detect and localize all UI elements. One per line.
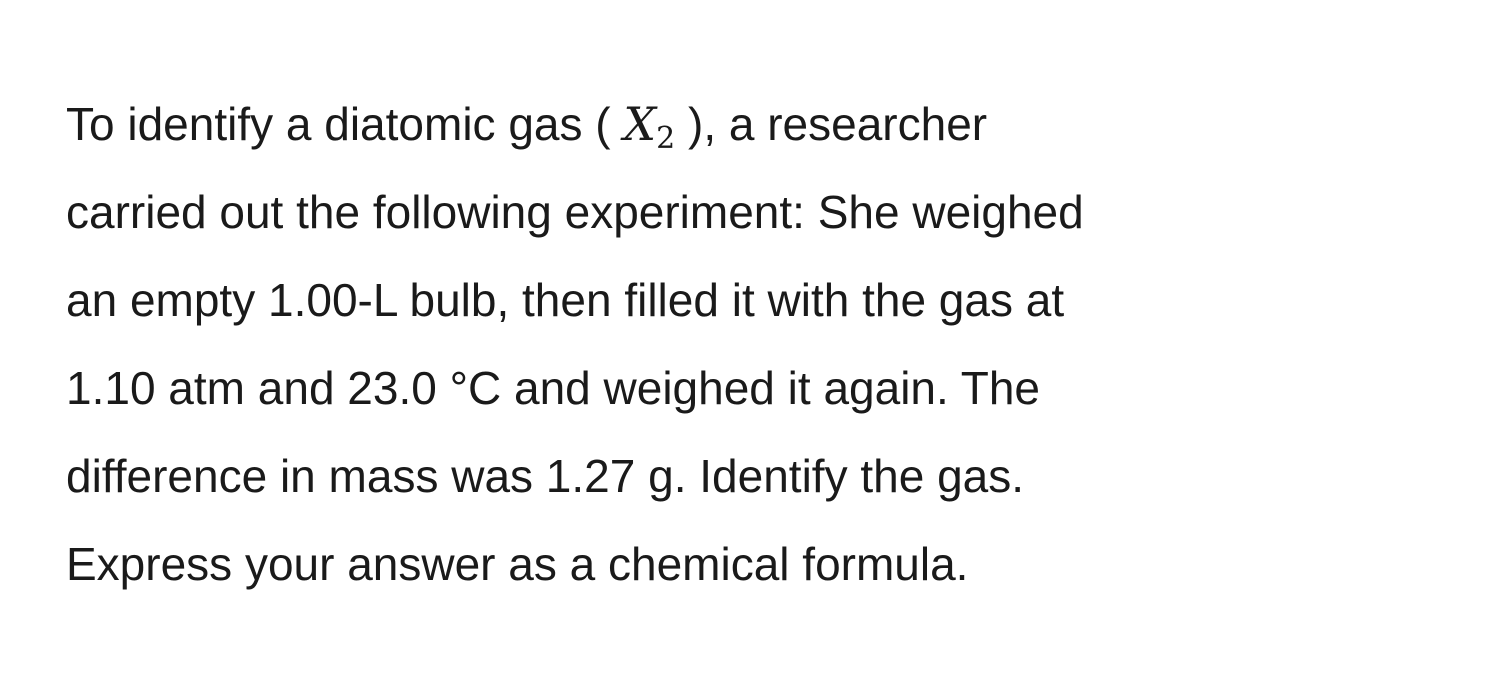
question-text [66,80,1466,608]
question-line-6: Express your answer as a chemical formula. [66,538,969,590]
line1-before-text: To identify a diatomic gas ( [66,98,624,150]
formula-subscript: 2 [656,121,676,156]
question-line-5: difference in mass was 1.27 g. Identify the gas. [66,450,1025,502]
line1-after-text: ), a researcher [675,98,988,150]
question-line-3: an empty 1.00-L bulb, then filled it with the gas at [66,274,1065,326]
formula-variable: X [623,97,657,151]
formula-x2 [623,97,676,156]
question-line-4: 1.10 atm and 23.0 °C and weighed it again. The [66,362,1040,414]
question-line-2: carried out the following experiment: She weighed [66,186,1084,238]
question-line-1 [66,80,1466,168]
